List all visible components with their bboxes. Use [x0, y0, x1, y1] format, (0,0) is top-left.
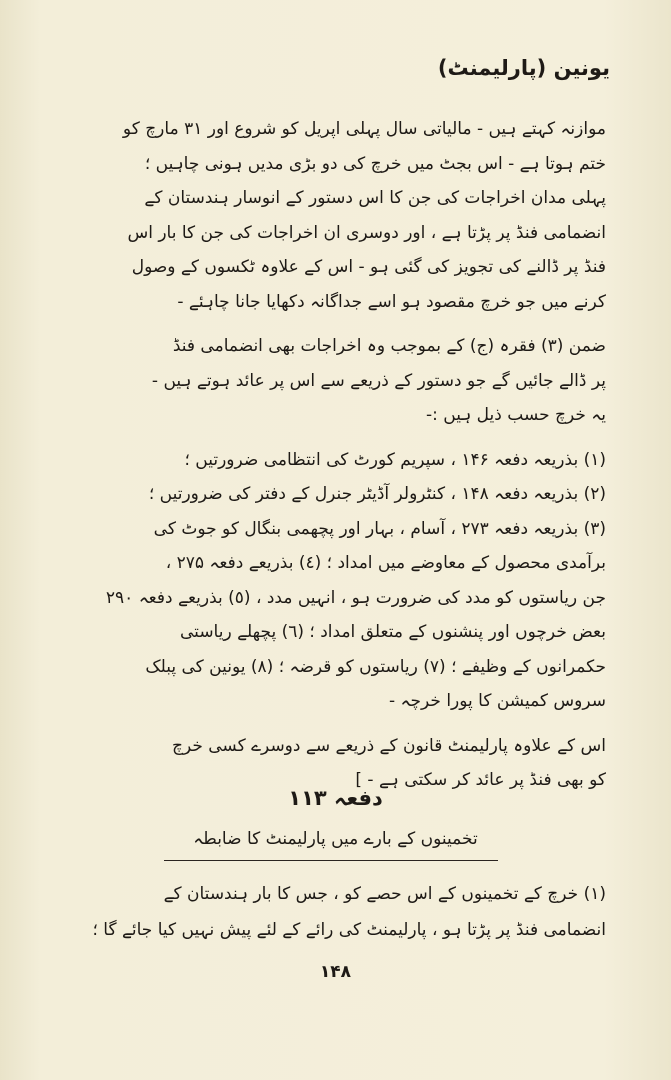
- paragraph-budget: [46, 112, 606, 319]
- text-line: پہلی مدان اخراجات کی جن کا اس دستور کے انوسار ہندستان کے: [144, 188, 606, 208]
- page-number: ۱۴۸: [319, 962, 352, 982]
- text-line: (۳) بذریعہ دفعہ ۲۷۳ ، آسام ، بہار اور پچھمی بنگال کو جوٹ کی: [153, 518, 606, 539]
- section-heading: دفعہ ۱۱۳: [288, 786, 383, 810]
- paragraph-expenditure-list: [46, 443, 606, 719]
- text-line: ضمن (۳) فقرہ (ج) کے بموجب وہ اخراجات بھی انضمامی فنڈ: [172, 336, 606, 356]
- text-line: سروس کمیشن کا پورا خرچہ -: [389, 691, 606, 711]
- text-line: فنڈ پر ڈالنے کی تجویز کی گئی ہو - اس کے علاوہ ٹکسوں کے وصول: [131, 257, 606, 277]
- text-line: کو بھی فنڈ پر عائد کر سکتی ہے - ]: [355, 770, 606, 790]
- text-line: برآمدی محصول کے معاوضے میں امداد ؛ (٤) بذریعے دفعہ ۲۷۵ ،: [165, 553, 606, 573]
- text-line: جن ریاستوں کو مدد کی ضرورت ہو ، انہیں مدد ، (٥) بذریعے دفعہ ۲۹۰: [105, 587, 606, 608]
- text-line: انضمامی فنڈ پر پڑتا ہو ، پارلیمنٹ کی رائے کے لئے پیش نہیں کیا جائے گا ؛: [92, 920, 606, 940]
- text-line: حکمرانوں کے وظیفے ؛ (۷) ریاستوں کو قرضہ ؛ (۸) یونین کی پبلک: [145, 656, 606, 677]
- text-line: موازنہ کہتے ہیں - مالیاتی سال پہلی اپریل کو شروع اور ۳۱ مارچ کو: [122, 119, 606, 139]
- text-line: انضمامی فنڈ پر پڑتا ہے ، اور دوسری ان اخراجات کی جن کا بار اس: [127, 222, 606, 243]
- text-line: اس کے علاوہ پارلیمنٹ قانون کے ذریعے سے دوسرے کسی خرچ: [172, 735, 606, 756]
- text-line: یہ خرچ حسب ذیل ہیں :-: [425, 405, 606, 425]
- text-line: (۱) خرچ کے تخمینوں کے اس حصے کو ، جس کا بار ہندستان کے: [163, 884, 606, 904]
- text-line: ختم ہوتا ہے - اس بجٹ میں خرچ کی دو بڑی مدیں ہونی چاہیں ؛: [144, 153, 606, 174]
- text-line: (۱) بذریعہ دفعہ ۱۴۶ ، سپریم کورٹ کی انتظامی ضرورتیں ؛: [184, 449, 606, 470]
- running-header: یونین (پارلیمنٹ): [437, 56, 610, 80]
- text-line: پر ڈالے جائیں گے جو دستور کے ذریعے سے اس پر عائد ہوتے ہیں -: [151, 370, 606, 391]
- text-line: کرنے میں جو خرچ مقصود ہو اسے جداگانہ دکھایا جانا چاہئے -: [177, 291, 606, 312]
- clause-text: [46, 876, 606, 948]
- text-line: بعض خرچوں اور پنشنوں کے متعلق امداد ؛ (٦) پچھلے ریاستی: [180, 622, 606, 642]
- paragraph-charged-expenditure: [46, 329, 606, 433]
- subheading-underline: [164, 860, 498, 861]
- section-subheading: تخمینوں کے بارے میں پارلیمنٹ کا ضابطہ: [193, 829, 478, 849]
- text-line: (۲) بذریعہ دفعہ ۱۴۸ ، کنٹرولر آڈیٹر جنرل کے دفتر کی ضرورتیں ؛: [148, 484, 606, 504]
- commentary-text: [46, 112, 606, 798]
